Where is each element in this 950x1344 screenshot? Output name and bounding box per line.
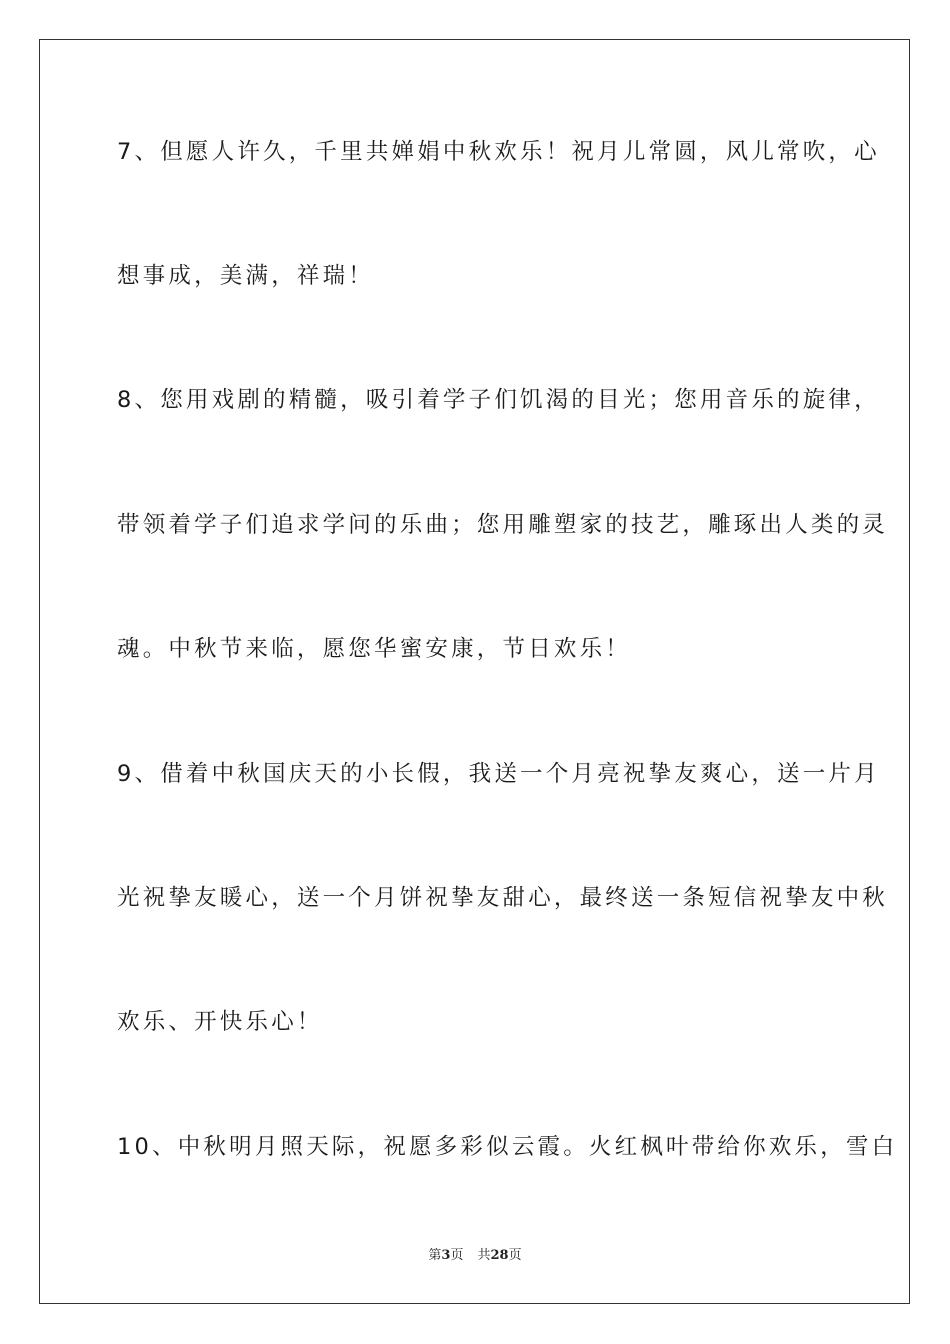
total-label-suffix: 页 <box>508 1248 522 1263</box>
text-line-1: 7、但愿人许久，千里共婵娟中秋欢乐！祝月儿常圆，风儿常吹，心 <box>117 139 880 165</box>
text-line-4: 带领着学子们追求学问的乐曲；您用雕塑家的技艺，雕琢出人类的灵 <box>117 512 889 538</box>
total-page-count: 28 <box>490 1248 509 1263</box>
text-line-7: 光祝挚友暖心，送一个月饼祝挚友甜心，最终送一条短信祝挚友中秋 <box>117 885 889 911</box>
text-line-8: 欢乐、开快乐心！ <box>117 1009 323 1035</box>
page-border <box>39 39 910 1304</box>
total-label-prefix: 共 <box>477 1248 491 1263</box>
page-footer <box>0 1247 950 1265</box>
text-line-2: 想事成，美满，祥瑞！ <box>117 263 375 289</box>
text-line-9: 10、中秋明月照天际，祝愿多彩似云霞。火红枫叶带给你欢乐，雪白 <box>117 1134 898 1160</box>
page-label-suffix: 页 <box>450 1248 464 1263</box>
text-line-6: 9、借着中秋国庆天的小长假，我送一个月亮祝挚友爽心，送一片月 <box>117 761 880 787</box>
text-line-5: 魂。中秋节来临，愿您华蜜安康，节日欢乐！ <box>117 636 632 662</box>
page-label-prefix: 第 <box>428 1248 442 1263</box>
current-page-number: 3 <box>441 1248 451 1263</box>
text-line-3: 8、您用戏剧的精髓，吸引着学子们饥渴的目光；您用音乐的旋律， <box>117 387 880 413</box>
